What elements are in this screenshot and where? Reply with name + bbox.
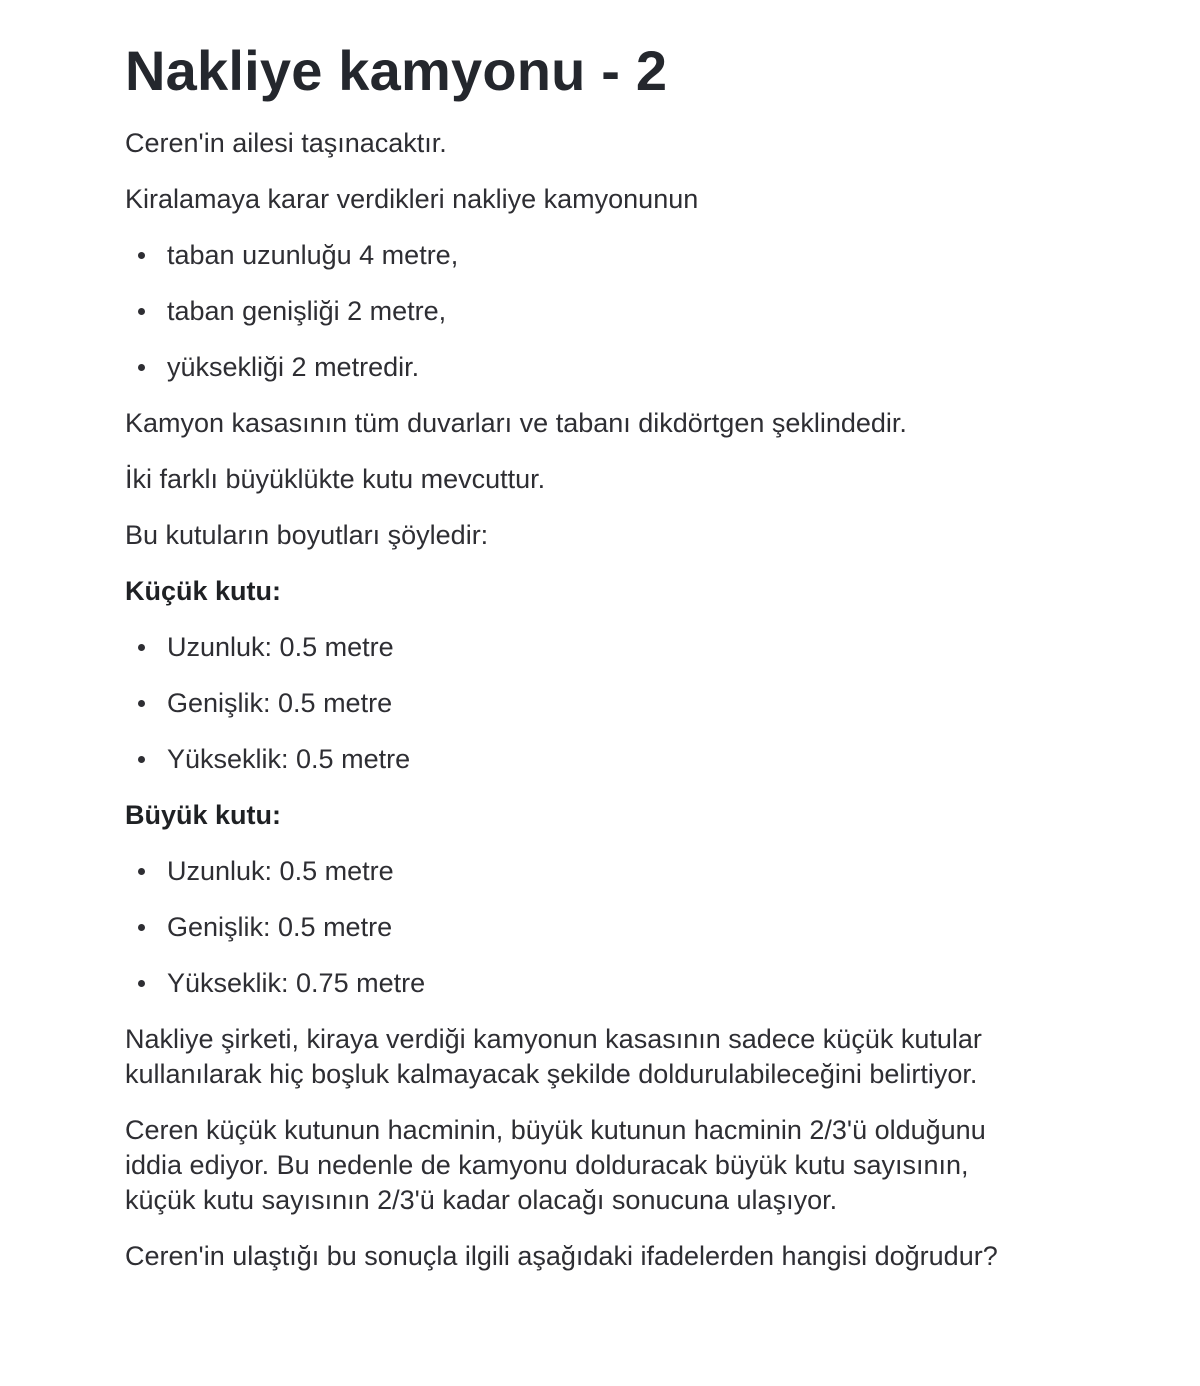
list-item [167,630,1005,665]
small-box-heading: Küçük kutu: [125,576,282,606]
closing-paragraph: Nakliye şirketi, kiraya verdiği kamyonun kasasının sadece küçük kutular kullanılarak hiç boşluk kalmayacak şekilde doldurulabileceğini belirtiyor. [125,1024,982,1089]
list-item-text: yüksekliği 2 metredir. [167,352,420,382]
small-box-dimensions-list [125,630,1005,777]
list-item-text: taban genişliği 2 metre, [167,296,447,326]
bullet-icon [138,644,145,651]
list-item [167,294,1005,329]
question-content [125,38,1005,1295]
list-item [167,238,1005,273]
page-title: Nakliye kamyonu - 2 [125,39,668,102]
intro-paragraph: Kiralamaya karar verdikleri nakliye kamyonunun [125,184,699,214]
list-item-text: Genişlik: 0.5 metre [167,912,393,942]
list-item [167,966,1005,1001]
bullet-icon [138,364,145,371]
list-item-text: Genişlik: 0.5 metre [167,688,393,718]
closing-paragraph: Ceren küçük kutunun hacminin, büyük kutunun hacminin 2/3'ü olduğunu iddia ediyor. Bu nedenle de kamyonu dolduracak büyük kutu sayısının, küçük kutu sayısının 2/3'ü kadar olacağı sonucuna ulaşıyor. [125,1115,986,1215]
list-item [167,742,1005,777]
list-item-text: Uzunluk: 0.5 metre [167,632,394,662]
bullet-icon [138,252,145,259]
description-paragraph: Kamyon kasasının tüm duvarları ve tabanı dikdörtgen şeklindedir. [125,408,907,438]
large-box-dimensions-list [125,854,1005,1001]
list-item-text: Yükseklik: 0.5 metre [167,744,411,774]
bullet-icon [138,700,145,707]
intro-paragraph: Ceren'in ailesi taşınacaktır. [125,128,447,158]
bullet-icon [138,756,145,763]
large-box-heading: Büyük kutu: [125,800,282,830]
list-item [167,350,1005,385]
bullet-icon [138,308,145,315]
bullet-icon [138,924,145,931]
list-item [167,910,1005,945]
description-paragraph: Bu kutuların boyutları şöyledir: [125,520,489,550]
question-paragraph: Ceren'in ulaştığı bu sonuçla ilgili aşağıdaki ifadelerden hangisi doğrudur? [125,1241,998,1271]
truck-dimensions-list [125,238,1005,385]
list-item [167,854,1005,889]
bullet-icon [138,868,145,875]
list-item-text: taban uzunluğu 4 metre, [167,240,459,270]
description-paragraph: İki farklı büyüklükte kutu mevcuttur. [125,464,546,494]
list-item-text: Uzunluk: 0.5 metre [167,856,394,886]
list-item-text: Yükseklik: 0.75 metre [167,968,426,998]
bullet-icon [138,980,145,987]
list-item [167,686,1005,721]
